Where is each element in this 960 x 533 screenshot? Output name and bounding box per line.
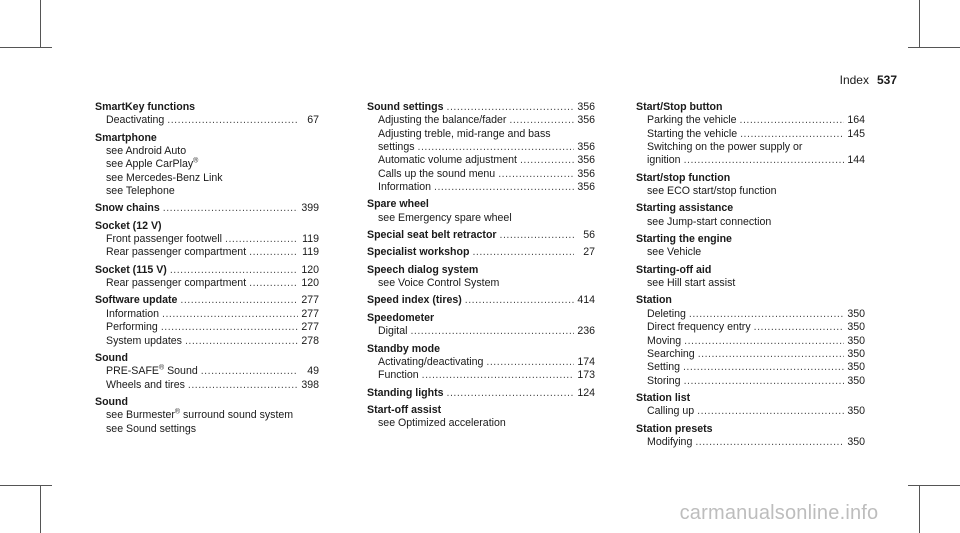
page-ref: 398 — [301, 378, 319, 391]
index-heading-row — [367, 387, 595, 400]
index-subentry: Deactivating — [106, 114, 165, 127]
index-subentry: System updates — [106, 334, 182, 347]
index-subentry: see Burmester® surround sound system — [106, 408, 294, 422]
leader-dots — [162, 308, 298, 321]
index-entry — [95, 352, 319, 392]
index-heading: Start/stop function — [636, 171, 731, 184]
index-column-3 — [636, 101, 865, 453]
page-ref: 145 — [847, 127, 865, 140]
index-subentry: Searching — [647, 347, 695, 360]
index-heading: Speech dialog system — [367, 263, 479, 276]
index-subentry-row — [95, 335, 319, 348]
leader-dots — [410, 325, 574, 338]
index-entry — [367, 387, 595, 400]
page-ref: 124 — [577, 386, 595, 399]
index-subentry-row — [636, 405, 865, 418]
index-entry — [95, 202, 319, 215]
index-subentry-row — [636, 185, 865, 198]
leader-dots — [447, 387, 574, 400]
page-ref: 350 — [847, 321, 865, 334]
index-subentry: Moving — [647, 334, 682, 347]
index-subentry: Function — [378, 369, 419, 382]
leader-dots — [684, 335, 844, 348]
index-entry — [367, 404, 595, 431]
leader-dots — [170, 264, 298, 277]
page-ref: 144 — [847, 154, 865, 167]
leader-dots — [500, 229, 574, 242]
index-entry — [95, 264, 319, 291]
index-heading: Station presets — [636, 422, 713, 435]
index-heading-row — [95, 294, 319, 307]
index-subentry-row — [367, 128, 595, 141]
leader-dots — [225, 233, 298, 246]
page-ref: 27 — [583, 246, 595, 259]
leader-dots — [683, 361, 844, 374]
page-ref: 277 — [301, 294, 319, 307]
index-subentry: Modifying — [647, 435, 693, 448]
leader-dots — [163, 202, 298, 215]
index-heading-row — [95, 396, 319, 409]
index-entry — [636, 423, 865, 450]
index-heading-row — [367, 343, 595, 356]
leader-dots — [185, 335, 298, 348]
leader-dots — [249, 246, 298, 259]
page-ref: 277 — [301, 307, 319, 320]
index-subentry: Wheels and tires — [106, 378, 185, 391]
index-entry — [367, 229, 595, 242]
index-subentry: see Hill start assist — [647, 277, 736, 290]
index-subentry-row — [636, 128, 865, 141]
index-subentry-row — [95, 321, 319, 334]
page-ref: 350 — [847, 405, 865, 418]
index-column-1 — [95, 101, 319, 440]
index-entry — [367, 198, 595, 225]
index-subentry-row — [367, 277, 595, 290]
leader-dots — [249, 277, 298, 290]
index-heading: Station — [636, 294, 672, 307]
index-heading: Smartphone — [95, 131, 157, 144]
index-subentry: Switching on the power supply or — [647, 141, 803, 154]
index-heading: Socket (115 V) — [95, 263, 167, 276]
page-ref: 119 — [302, 233, 319, 246]
index-subentry: Direct frequency entry — [647, 321, 751, 334]
crop-mark — [908, 47, 960, 48]
leader-dots — [188, 379, 298, 392]
page-ref: 120 — [301, 263, 319, 276]
index-heading: Start-off assist — [367, 403, 442, 416]
leader-dots — [161, 321, 298, 334]
crop-mark — [919, 0, 920, 48]
index-heading: Starting assistance — [636, 202, 734, 215]
page-ref: 350 — [847, 347, 865, 360]
leader-dots — [509, 114, 574, 127]
page-ref: 350 — [847, 361, 865, 374]
index-subentry: see Mercedes-Benz Link — [106, 171, 223, 184]
index-heading: Sound — [95, 351, 128, 364]
index-heading: Spare wheel — [367, 198, 429, 211]
index-heading-row — [367, 264, 595, 277]
index-heading: Starting the engine — [636, 233, 732, 246]
index-heading-row — [636, 172, 865, 185]
index-heading-row — [367, 404, 595, 417]
index-subentry-row — [367, 154, 595, 167]
leader-dots — [698, 348, 844, 361]
page-ref: 49 — [307, 365, 319, 378]
index-heading-row — [95, 264, 319, 277]
index-column-2 — [367, 101, 595, 435]
index-entry — [95, 294, 319, 347]
index-entry — [95, 132, 319, 199]
index-subentry-row — [367, 168, 595, 181]
page-ref: 350 — [847, 435, 865, 448]
index-subentry-row — [636, 216, 865, 229]
index-subentry-row — [95, 172, 319, 185]
index-subentry: Information — [378, 181, 431, 194]
index-heading: Snow chains — [95, 202, 160, 215]
index-heading: Speed index (tires) — [367, 294, 462, 307]
index-subentry: Rear passenger compartment — [106, 277, 247, 290]
index-entry — [367, 343, 595, 383]
index-subentry: Activating/deactivating — [378, 355, 484, 368]
leader-dots — [695, 436, 844, 449]
page-ref: 56 — [583, 229, 595, 242]
index-subentry-row — [636, 246, 865, 259]
index-heading: Speedometer — [367, 311, 435, 324]
leader-dots — [201, 365, 298, 378]
index-heading: Special seat belt retractor — [367, 229, 497, 242]
index-entry — [636, 101, 865, 168]
leader-dots — [472, 246, 574, 259]
index-subentry: Calls up the sound menu — [378, 167, 496, 180]
index-subentry: Rear passenger compartment — [106, 246, 247, 259]
index-entry — [636, 233, 865, 260]
index-subentry: see Jump-start connection — [647, 215, 772, 228]
index-heading-row — [636, 264, 865, 277]
index-heading-row — [367, 246, 595, 259]
page-ref: 164 — [847, 114, 865, 127]
index-entry — [367, 101, 595, 194]
index-subentry-row — [636, 348, 865, 361]
index-heading-row — [636, 233, 865, 246]
page-ref: 350 — [847, 374, 865, 387]
leader-dots — [684, 154, 844, 167]
leader-dots — [740, 128, 844, 141]
index-subentry: see Sound settings — [106, 422, 197, 435]
index-heading-row — [367, 312, 595, 325]
page-number: 537 — [876, 73, 897, 87]
index-heading-row — [367, 294, 595, 307]
index-subentry-row — [367, 141, 595, 154]
leader-dots — [520, 154, 574, 167]
index-subentry: Calling up — [647, 405, 695, 418]
index-heading-row — [636, 101, 865, 114]
leader-dots — [447, 101, 574, 114]
page-ref: 120 — [301, 277, 319, 290]
index-entry — [367, 246, 595, 259]
leader-dots — [498, 168, 574, 181]
index-heading-row — [95, 132, 319, 145]
page-ref: 356 — [577, 141, 595, 154]
index-subentry-row — [367, 212, 595, 225]
index-heading-row — [636, 202, 865, 215]
index-heading-row — [367, 198, 595, 211]
index-subentry-row — [636, 335, 865, 348]
index-subentry-row — [636, 308, 865, 321]
page-ref: 277 — [301, 321, 319, 334]
index-subentry-row — [95, 277, 319, 290]
page-ref: 236 — [577, 325, 595, 338]
index-subentry: Storing — [647, 374, 681, 387]
page-ref: 356 — [577, 181, 595, 194]
index-subentry: Information — [106, 307, 159, 320]
index-heading: Start/Stop button — [636, 101, 723, 113]
index-heading-row — [367, 229, 595, 242]
leader-dots — [465, 294, 574, 307]
index-subentry: see Android Auto — [106, 145, 187, 158]
index-subentry-row — [95, 114, 319, 127]
index-entry — [636, 202, 865, 229]
index-entry — [95, 101, 319, 128]
page-ref: 119 — [302, 246, 319, 259]
crop-mark — [0, 485, 52, 486]
crop-mark — [0, 47, 52, 48]
page-ref: 356 — [577, 101, 595, 113]
index-heading-row — [636, 423, 865, 436]
index-heading: Standby mode — [367, 342, 440, 355]
index-subentry: Setting — [647, 361, 680, 374]
index-subentry-row — [636, 114, 865, 127]
index-subentry-row — [636, 375, 865, 388]
page-header — [840, 73, 897, 87]
index-subentry: see Telephone — [106, 185, 175, 198]
index-subentry-row — [367, 417, 595, 430]
index-subentry: PRE-SAFE® Sound — [106, 364, 198, 378]
index-subentry: ignition — [647, 154, 681, 167]
index-heading: Starting-off aid — [636, 263, 712, 276]
index-subentry: Digital — [378, 325, 408, 338]
page-ref: 67 — [307, 114, 319, 127]
page-ref: 356 — [577, 114, 595, 127]
index-heading: Specialist workshop — [367, 246, 470, 259]
leader-dots — [486, 356, 574, 369]
index-heading-row — [95, 202, 319, 215]
index-heading: Socket (12 V) — [95, 219, 162, 232]
page-ref: 350 — [847, 307, 865, 320]
index-heading: Software update — [95, 294, 178, 307]
index-subentry: Performing — [106, 321, 158, 334]
watermark: carmanualsonline.info — [679, 502, 879, 524]
page-ref: 173 — [577, 369, 595, 382]
crop-mark — [908, 485, 960, 486]
index-heading: Standing lights — [367, 386, 444, 399]
index-subentry-row — [95, 246, 319, 259]
leader-dots — [684, 375, 844, 388]
index-subentry: see Optimized acceleration — [378, 417, 506, 430]
index-heading-row — [95, 220, 319, 233]
crop-mark — [40, 0, 41, 48]
leader-dots — [740, 114, 844, 127]
index-subentry-row — [636, 277, 865, 290]
index-subentry: settings — [378, 141, 415, 154]
leader-dots — [754, 321, 844, 334]
index-heading: SmartKey functions — [95, 101, 196, 113]
index-subentry-row — [636, 141, 865, 154]
index-subentry-row — [95, 409, 319, 422]
index-entry — [636, 392, 865, 419]
leader-dots — [422, 369, 574, 382]
index-subentry-row — [367, 356, 595, 369]
index-entry — [636, 264, 865, 291]
index-entry — [367, 264, 595, 291]
index-entry — [636, 294, 865, 387]
index-subentry: Starting the vehicle — [647, 127, 738, 140]
index-subentry-row — [95, 233, 319, 246]
page-ref: 356 — [577, 154, 595, 167]
index-heading-row — [95, 352, 319, 365]
index-entry — [367, 294, 595, 307]
page-ref: 356 — [577, 167, 595, 180]
page-ref: 399 — [301, 202, 319, 215]
index-subentry-row — [367, 325, 595, 338]
index-heading-row — [636, 294, 865, 307]
index-heading: Sound settings — [367, 101, 444, 113]
index-subentry: Front passenger footwell — [106, 233, 223, 246]
index-subentry-row — [95, 158, 319, 171]
index-subentry: Adjusting the balance/fader — [378, 114, 507, 127]
crop-mark — [40, 485, 41, 533]
index-subentry: see ECO start/stop function — [647, 185, 777, 198]
index-subentry-row — [95, 423, 319, 436]
index-subentry-row — [367, 369, 595, 382]
index-subentry: Automatic volume adjustment — [378, 154, 517, 167]
leader-dots — [434, 181, 574, 194]
index-subentry-row — [367, 181, 595, 194]
page-ref: 278 — [301, 334, 319, 347]
index-subentry-row — [636, 361, 865, 374]
index-entry — [95, 396, 319, 436]
index-subentry: see Apple CarPlay® — [106, 157, 199, 171]
index-subentry-row — [95, 379, 319, 392]
index-heading-row — [636, 392, 865, 405]
index-entry — [367, 312, 595, 339]
header-title: Index — [839, 73, 869, 87]
index-subentry: see Voice Control System — [378, 277, 500, 290]
index-heading-row — [367, 101, 595, 114]
page-ref: 174 — [577, 355, 595, 368]
index-subentry-row — [636, 154, 865, 167]
index-subentry-row — [95, 365, 319, 378]
index-subentry: see Vehicle — [647, 246, 702, 259]
leader-dots — [418, 141, 574, 154]
index-subentry: Deleting — [647, 307, 686, 320]
leader-dots — [697, 405, 844, 418]
page-ref: 350 — [847, 334, 865, 347]
index-heading: Station list — [636, 391, 691, 404]
leader-dots — [180, 294, 298, 307]
index-entry — [636, 172, 865, 199]
leader-dots — [689, 308, 844, 321]
index-subentry-row — [95, 185, 319, 198]
index-subentry: Adjusting treble, mid-range and bass — [378, 127, 551, 140]
index-subentry: see Emergency spare wheel — [378, 211, 512, 224]
page-ref: 414 — [577, 294, 595, 307]
index-subentry-row — [636, 321, 865, 334]
leader-dots — [167, 114, 298, 127]
index-subentry: Parking the vehicle — [647, 114, 737, 127]
index-heading: Sound — [95, 395, 128, 408]
index-subentry-row — [367, 114, 595, 127]
index-entry — [95, 220, 319, 260]
index-subentry-row — [95, 145, 319, 158]
index-subentry-row — [636, 436, 865, 449]
index-subentry-row — [95, 308, 319, 321]
index-heading-row — [95, 101, 319, 114]
